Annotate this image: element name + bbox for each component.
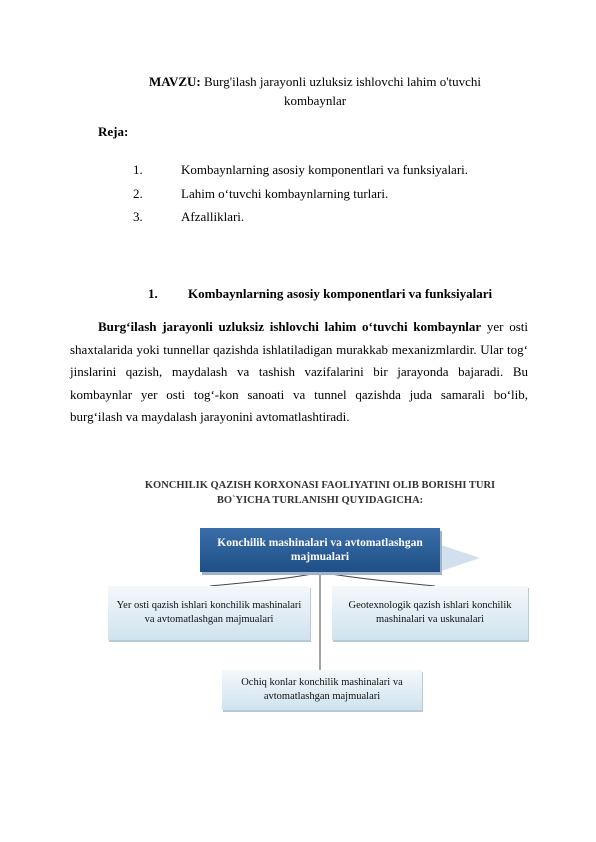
topic-label: MAVZU:: [148, 74, 201, 89]
plan-item: [133, 186, 388, 202]
plan-item: [133, 162, 468, 178]
topic-title-line1: Burg'ilash jarayonli uzluksiz ishlovchi lahim o'tuvchi: [203, 74, 482, 89]
classification-diagram: [100, 478, 540, 718]
diagram-child-label: Ochiq konlar konchilik mashinalari va avtomatlashgan majmualari: [241, 677, 403, 702]
diagram-child-box: [332, 586, 528, 640]
section-title: Kombaynlarning asosiy komponentlari va funksiyalari: [188, 286, 493, 301]
diagram-child-box: [108, 586, 310, 640]
diagram-child-box: [222, 670, 422, 710]
paragraph-text: yer osti shaxtalarida yoki tunnellar qazishda ishlatiladigan murakkab mexanizmlardir. Ular tog‘ jinslarini qazish, maydalash va tashish vazifalarini bir jarayonda bajaradi. Bu kombaynlar yer osti tog‘-kon sanoati va tunnel qazishda juda samarali bo‘lib, burg‘ilash va maydalash jarayonini avtomatlashtiradi.: [70, 319, 528, 424]
diagram-title-line2: BO`YICHA TURLANISHI QUYIDAGICHA:: [216, 495, 424, 506]
connector-line: [210, 572, 320, 586]
root-box-shadow: [438, 544, 480, 572]
diagram-child-label: Yer osti qazish ishlari konchilik mashinalari va avtomatlashgan majmualari: [116, 600, 302, 625]
plan-item-number: 2.: [133, 186, 143, 201]
diagram-root-label: Konchilik mashinalari va avtomatlashgan majmualari: [217, 537, 423, 563]
paragraph-bold-lead: Burg‘ilash jarayonli uzluksiz ishlovchi lahim o‘tuvchi kombaynlar: [98, 319, 482, 334]
section-heading: [148, 286, 492, 302]
diagram-title-line1: KONCHILIK QAZISH KORXONASI FAOLIYATINI OLIB BORISHI TURI: [144, 480, 496, 491]
diagram-child-label: Geotexnologik qazish ishlari konchilik mashinalari va uskunalari: [348, 600, 512, 625]
connector-line: [320, 572, 435, 586]
plan-item-number: 1.: [133, 162, 143, 177]
section-number: 1.: [148, 286, 158, 301]
plan-item-text: Kombaynlarning asosiy komponentlari va funksiyalari.: [181, 162, 469, 177]
plan-item-text: Lahim o‘tuvchi kombaynlarning turlari.: [181, 186, 389, 201]
topic-heading: [100, 72, 530, 110]
plan-heading: Reja:: [98, 124, 129, 139]
plan-item-text: Afzalliklari.: [181, 209, 245, 224]
body-paragraph: [70, 316, 528, 429]
diagram-root-box: [200, 528, 440, 572]
topic-title-line2: kombaynlar: [283, 93, 347, 108]
plan-item-number: 3.: [133, 209, 143, 224]
plan-item: [133, 209, 244, 225]
